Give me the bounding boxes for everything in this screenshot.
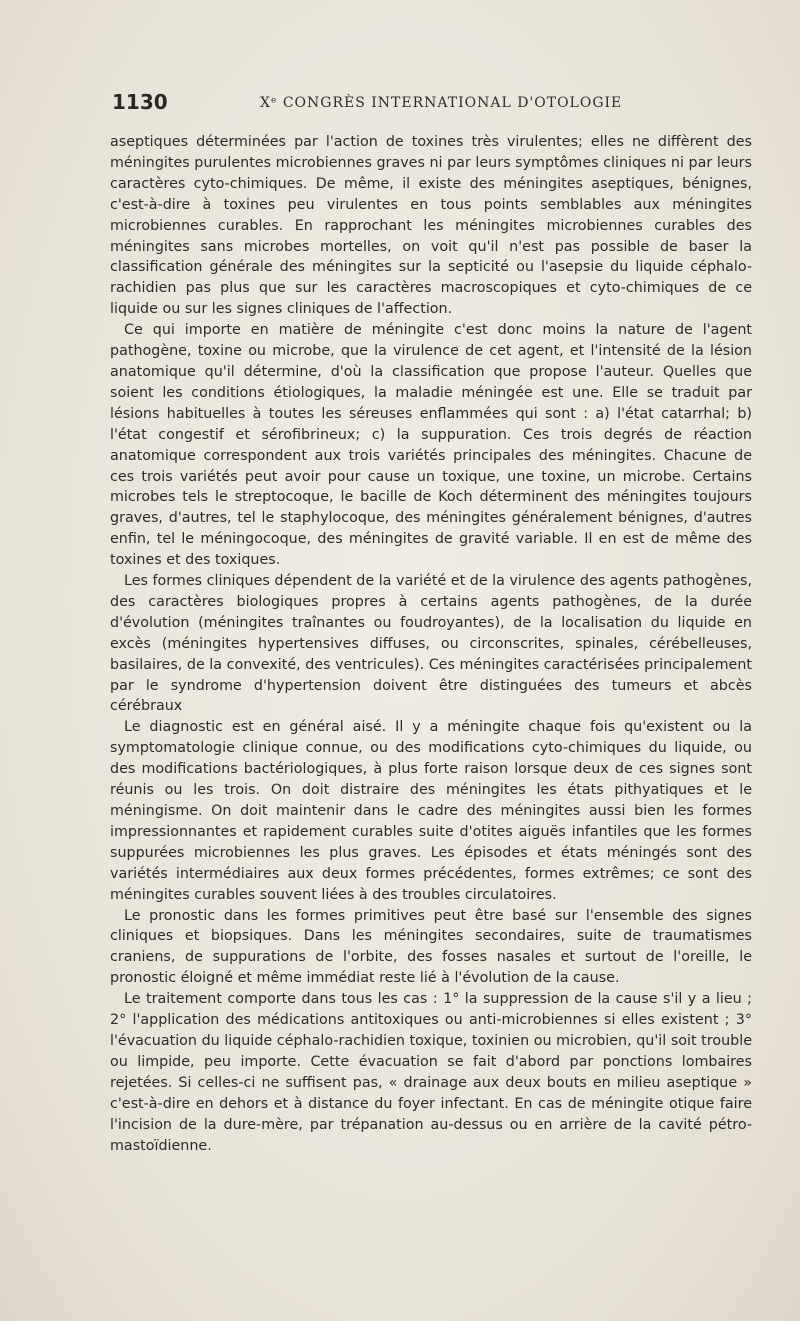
page-header bbox=[112, 90, 752, 118]
paragraph-diagnosis: Le diagnostic est en général aisé. Il y a méningite chaque fois qu'existent ou la symptomatologie clinique connue, ou des modifications cyto-chimiques du liquide, ou des modifications bactériologiques, à plus forte raison lorsque deux de ces signes sont réunis ou les trois. On doit distraire des méningites les états pithyatiques et le méningisme. On doit maintenir dans le cadre des méningites aussi bien les formes impressionnantes et rapidement curables suite d'otites aiguës infantiles que les formes suppurées microbiennes les plus graves. Les épisodes et états méningés sont des variétés intermédiaires aux deux formes précédentes, formes extrêmes; ce sont des méningites curables souvent liées à des troubles circulatoires. bbox=[110, 719, 752, 903]
paragraph-prognosis: Le pronostic dans les formes primitives peut être basé sur l'ensemble des signes cliniques et biopsiques. Dans les méningites secondaires, suite de traumatismes craniens, de suppurations de l'orbite, des fosses nasales et surtout de l'oreille, le pronostic éloigné et même immédiat reste lié à l'évolution de la cause. bbox=[110, 907, 752, 987]
paragraph-classification: Ce qui importe en matière de méningite c'est donc moins la nature de l'agent pathogène, toxine ou microbe, que la virulence de cet agent, et l'intensité de la lésion anatomique qu'il détermine, d'où la classification que propose l'auteur. Quelles que soient les conditions étiologiques, la maladie méningée est une. Elle se traduit par lésions habituelles à toutes les séreuses enflammées qui sont : a) l'état catarrhal; b) l'état congestif et sérofibrineux; c) la suppuration. Ces trois degrés de réaction anatomique correspondent aux trois variétés principales des méningites. Chacune de ces trois variétés peut avoir pour cause un toxique, une toxine, un microbe. Certains microbes tels le streptocoque, le bacille de Koch déterminent des méningites toujours graves, d'autres, tel le staphylocoque, des méningites généralement bénignes, d'autres enfin, tel le méningocoque, des méningites de gravité variable. Il en est de même des toxines et des toxiques. bbox=[110, 322, 752, 569]
paragraph-treatment: Le traitement comporte dans tous les cas : 1° la suppression de la cause s'il y a lieu ; 2° l'application des médications antitoxiques ou anti-microbiennes si elles existent ; 3° l'évacuation du liquide céphalo-rachidien toxique, toxinien ou microbien, qu'il soit trouble ou limpide, peu importe. Cette évacuation se fait d'abord par ponctions lombaires rejetées. Si celles-ci ne suffisent pas, « drainage aux deux bouts en milieu aseptique » c'est-à-dire en dehors et à distance du foyer infectant. En cas de méningite otique faire l'incision de la dure-mère, par trépanation au-dessus ou en arrière de la cavité pétro-mastoïdienne. bbox=[110, 991, 752, 1154]
paragraph-clinical-forms: Les formes cliniques dépendent de la variété et de la virulence des agents pathogènes, des caractères biologiques propres à certains agents pathogènes, de la durée d'évolution (méningites traînantes ou foudroyantes), de la localisation du liquide en excès (méningites hypertensives diffuses, ou circonscrites, spinales, cérébelleuses, basilaires, de la convexité, des ventricules). Ces méningites caractérisées principalement par le syndrome d'hypertension doivent être distinguées des tumeurs et abcès cérébraux bbox=[110, 573, 752, 715]
paragraph-continuation: aseptiques déterminées par l'action de toxines très virulentes; elles ne diffèrent des méningites purulentes microbiennes graves ni par leurs symptômes cliniques ni par leurs caractères cyto-chimiques. De même, il existe des méningites aseptiques, bénignes, c'est-à-dire à toxines peu virulentes en tous points semblables aux méningites microbiennes curables. En rapprochant les méningites microbiennes curables des méningites sans microbes mortelles, on voit qu'il n'est pas possible de baser la classification générale des méningites sur la septicité ou l'asepsie du liquide céphalo-rachidien pas plus que sur les caractères macroscopiques et cyto-chimiques de ce liquide ou sur les signes cliniques de l'affection. bbox=[110, 134, 752, 318]
body-text bbox=[110, 132, 752, 1156]
page-number: 1130 bbox=[112, 90, 168, 114]
running-title: Xᵉ CONGRÈS INTERNATIONAL D'OTOLOGIE bbox=[260, 95, 623, 111]
